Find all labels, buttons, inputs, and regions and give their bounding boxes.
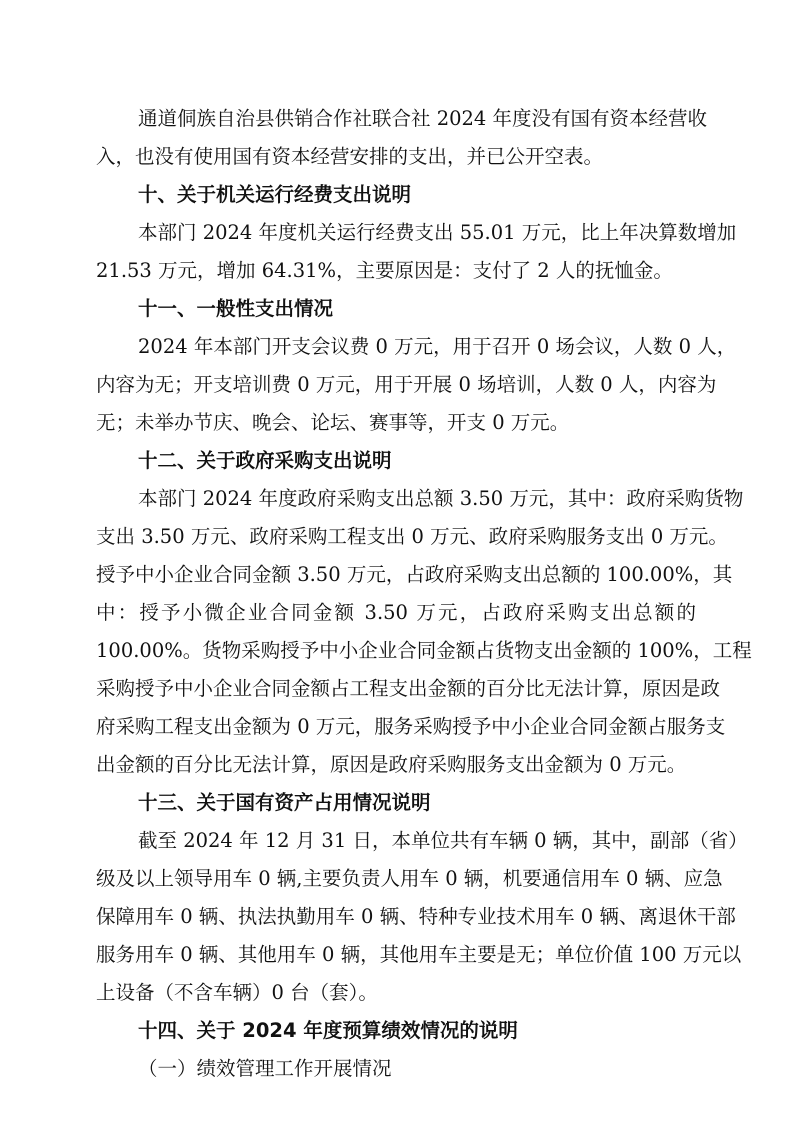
- section-11-heading: 十一、一般性支出情况: [138, 297, 334, 320]
- section-12-line-2: 支出 3.50 万元、政府采购工程支出 0 万元、政府采购服务支出 0 万元。: [96, 525, 728, 548]
- section-10-heading: 十、关于机关运行经费支出说明: [138, 183, 412, 206]
- intro-paragraph-line-1: 通道侗族自治县供销合作社联合社 2024 年度没有国有资本经营收: [138, 107, 708, 130]
- section-13-heading: 十三、关于国有资产占用情况说明: [138, 791, 431, 814]
- section-13-line-1: 截至 2024 年 12 月 31 日，本单位共有车辆 0 辆，其中，副部（省）: [138, 829, 748, 852]
- section-12-line-1: 本部门 2024 年度政府采购支出总额 3.50 万元，其中：政府采购货物: [138, 487, 744, 510]
- section-11-line-1: 2024 年本部门开支会议费 0 万元，用于召开 0 场会议，人数 0 人，: [138, 335, 737, 358]
- section-12-line-5: 100.00%。货物采购授予中小企业合同金额占货物支出金额的 100%，工程: [96, 639, 752, 662]
- section-12-line-4: 中：授予小微企业合同金额 3.50 万元，占政府采购支出总额的: [96, 601, 696, 624]
- section-12-line-6: 采购授予中小企业合同金额占工程支出金额的百分比无法计算，原因是政: [96, 677, 721, 700]
- section-13-line-5: 上设备（不含车辆）0 台（套）。: [96, 981, 378, 1004]
- section-12-line-8: 出金额的百分比无法计算，原因是政府采购服务支出金额为 0 万元。: [96, 753, 687, 776]
- section-10-line-2: 21.53 万元，增加 64.31%，主要原因是：支付了 2 人的抚恤金。: [96, 259, 673, 282]
- section-13-line-3: 保障用车 0 辆、执法执勤用车 0 辆、特种专业技术用车 0 辆、离退休干部: [96, 905, 736, 928]
- section-13-line-2: 级及以上领导用车 0 辆,主要负责人用车 0 辆，机要通信用车 0 辆、应急: [96, 867, 723, 890]
- section-11-line-2: 内容为无；开支培训费 0 万元，用于开展 0 场培训，人数 0 人，内容为: [96, 373, 717, 396]
- intro-paragraph-line-2: 入，也没有使用国有资本经营安排的支出，并已公开空表。: [96, 145, 604, 168]
- section-14-heading: 十四、关于 2024 年度预算绩效情况的说明: [138, 1019, 518, 1042]
- section-13-line-4: 服务用车 0 辆、其他用车 0 辆，其他用车主要是无；单位价值 100 万元以: [96, 943, 742, 966]
- section-12-line-7: 府采购工程支出金额为 0 万元，服务采购授予中小企业合同金额占服务支: [96, 715, 726, 738]
- section-11-line-3: 无；未举办节庆、晚会、论坛、赛事等，开支 0 万元。: [96, 411, 570, 434]
- section-14-subheading-1: （一）绩效管理工作开展情况: [138, 1057, 392, 1080]
- section-12-line-3: 授予中小企业合同金额 3.50 万元，占政府采购支出总额的 100.00%，其: [96, 563, 733, 586]
- section-12-heading: 十二、关于政府采购支出说明: [138, 449, 392, 472]
- section-10-line-1: 本部门 2024 年度机关运行经费支出 55.01 万元，比上年决算数增加: [138, 221, 737, 244]
